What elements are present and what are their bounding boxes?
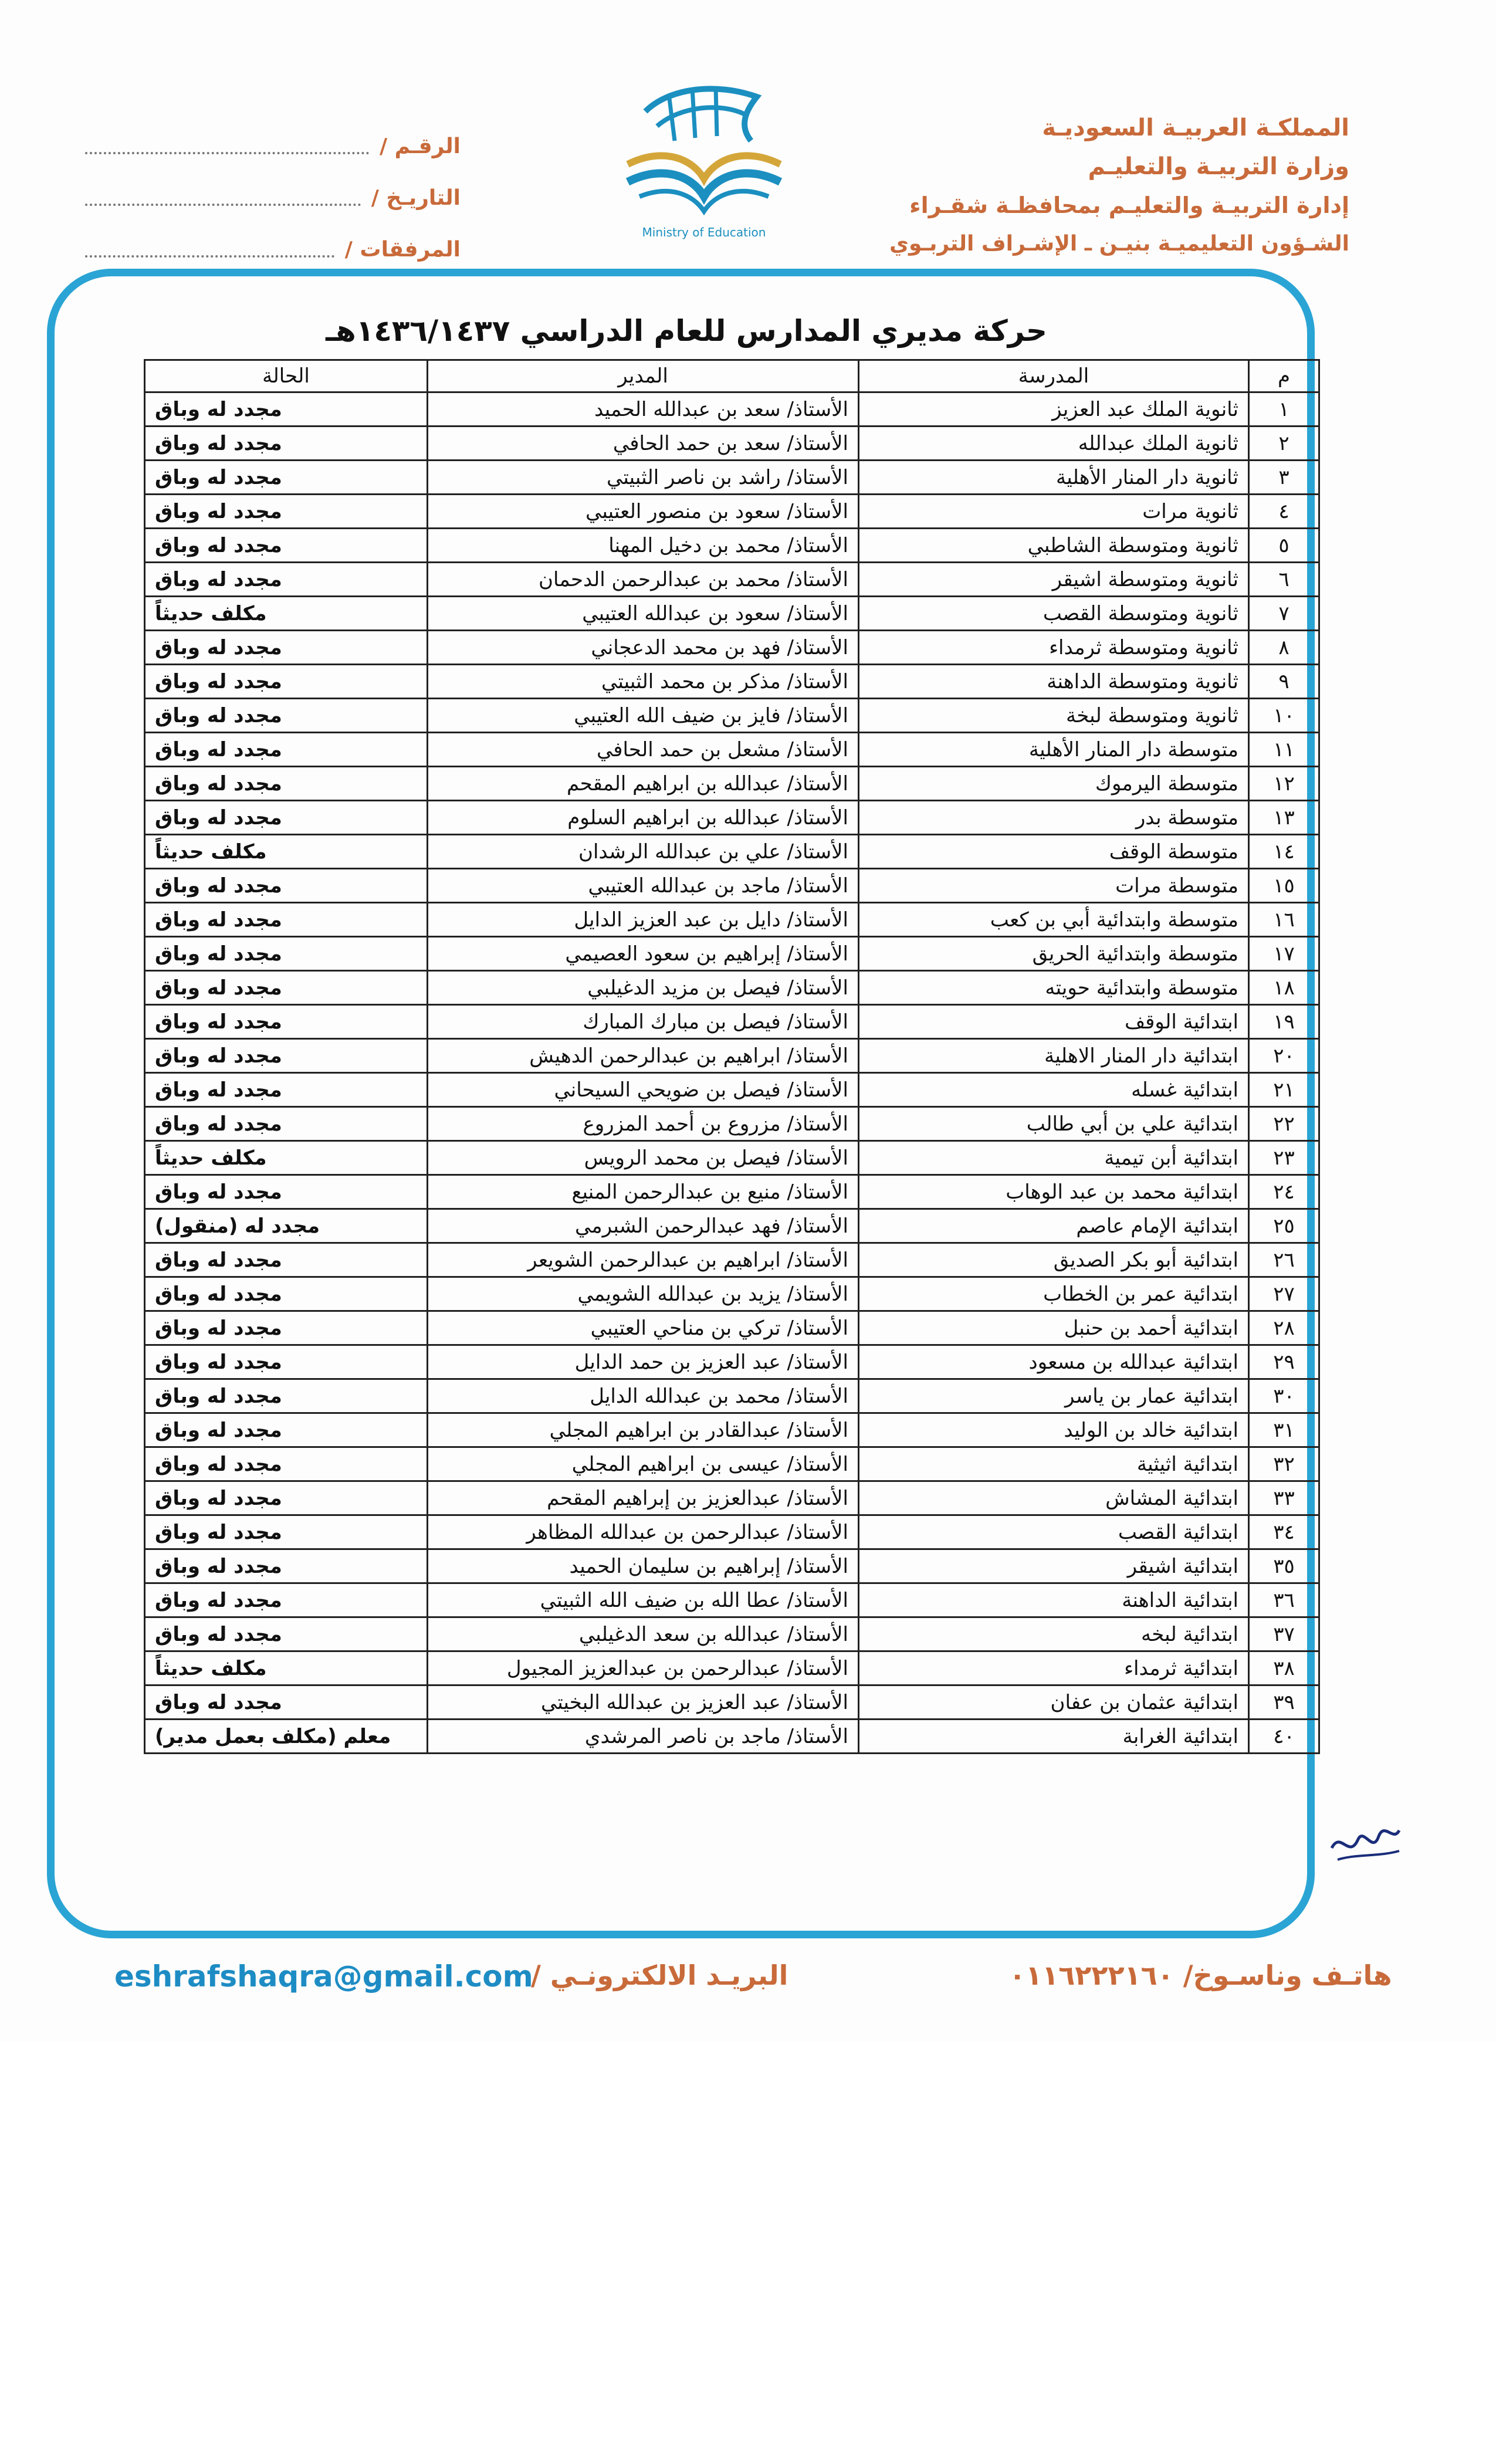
status-cell: مجدد له وباق (145, 1447, 428, 1481)
row-number: ٢٧ (1249, 1277, 1319, 1311)
table-row (145, 1005, 1319, 1039)
email-label: البريـد الالكترونـي / (531, 1959, 788, 1991)
principal-name: الأستاذ/ عطا الله بن ضيف الله الثبيتي (428, 1583, 859, 1617)
footer (0, 1936, 1496, 2006)
row-number: ٢٦ (1249, 1243, 1319, 1277)
date-field (85, 172, 461, 224)
row-number: ٣٦ (1249, 1583, 1319, 1617)
school-name: ثانوية ومتوسطة القصب (859, 597, 1249, 631)
principal-name: الأستاذ/ سعد بن حمد الحافي (428, 427, 859, 461)
status-cell: مجدد له وباق (145, 767, 428, 801)
row-number: ٣٠ (1249, 1379, 1319, 1413)
status-cell: مجدد له وباق (145, 1617, 428, 1651)
principal-name: الأستاذ/ علي بن عبدالله الرشدان (428, 835, 859, 869)
principal-name: الأستاذ/ إبراهيم بن سعود العصيمي (428, 937, 859, 971)
row-number: ٢٩ (1249, 1345, 1319, 1379)
school-name: متوسطة الوقف (859, 835, 1249, 869)
principal-name: الأستاذ/ محمد بن دخيل المهنا (428, 529, 859, 563)
school-name: ابتدائية لبخه (859, 1617, 1249, 1651)
status-cell: مجدد له وباق (145, 1073, 428, 1107)
principal-name: الأستاذ/ ابراهيم بن عبدالرحمن الدهيش (428, 1039, 859, 1073)
reference-number-field (85, 120, 461, 172)
principal-name: الأستاذ/ تركي بن مناحي العتيبي (428, 1311, 859, 1345)
row-number: ٣٥ (1249, 1549, 1319, 1583)
row-number: ٣ (1249, 461, 1319, 495)
principal-name: الأستاذ/ فيصل بن محمد الرويس (428, 1141, 859, 1175)
school-name: ابتدائية القصب (859, 1515, 1249, 1549)
table-row (145, 1379, 1319, 1413)
table-row (145, 699, 1319, 733)
status-cell: مجدد له وباق (145, 1107, 428, 1141)
row-number: ٣٩ (1249, 1685, 1319, 1720)
dotted-line (85, 204, 361, 206)
ministry-logo (598, 70, 810, 258)
school-name: ابتدائية أبو بكر الصديق (859, 1243, 1249, 1277)
school-name: ابتدائية أبن تيمية (859, 1141, 1249, 1175)
attachments-field (85, 224, 461, 275)
school-name: ثانوية ومتوسطة ثرمداء (859, 631, 1249, 665)
row-number: ٤ (1249, 495, 1319, 529)
school-name: متوسطة دار المنار الأهلية (859, 733, 1249, 767)
status-cell: مجدد له وباق (145, 495, 428, 529)
row-number: ٢٤ (1249, 1175, 1319, 1209)
principal-name: الأستاذ/ عبدالعزيز بن إبراهيم المقحم (428, 1481, 859, 1515)
status-cell: مجدد له وباق (145, 563, 428, 597)
school-name: ثانوية ومتوسطة اشيقر (859, 563, 1249, 597)
org-line: وزارة التربيـة والتعليـم (1088, 153, 1349, 180)
principal-name: الأستاذ/ راشد بن ناصر الثبيتي (428, 461, 859, 495)
principal-name: الأستاذ/ عيسى بن ابراهيم المجلي (428, 1447, 859, 1481)
table-row (145, 461, 1319, 495)
column-header: م (1249, 360, 1319, 392)
row-number: ١٠ (1249, 699, 1319, 733)
row-number: ٣٢ (1249, 1447, 1319, 1481)
table-row (145, 733, 1319, 767)
school-name: ابتدائية غسله (859, 1073, 1249, 1107)
row-number: ١٨ (1249, 971, 1319, 1005)
principal-name: الأستاذ/ فيصل بن مزيد الدغيلبي (428, 971, 859, 1005)
status-cell: مجدد له وباق (145, 1515, 428, 1549)
table-row (145, 1617, 1319, 1651)
status-cell: مجدد له وباق (145, 461, 428, 495)
table-row (145, 563, 1319, 597)
table-row (145, 835, 1319, 869)
document-title: حركة مديري المدارس للعام الدراسي ١٤٣٦/١٤٣٧هـ (326, 314, 1047, 348)
status-cell: مكلف حديثاً (145, 1651, 428, 1685)
status-cell: مجدد له وباق (145, 529, 428, 563)
row-number: ٣٨ (1249, 1651, 1319, 1685)
school-name: ثانوية دار المنار الأهلية (859, 461, 1249, 495)
status-cell: مجدد له وباق (145, 733, 428, 767)
status-cell: مجدد له وباق (145, 971, 428, 1005)
status-cell: مجدد له وباق (145, 1277, 428, 1311)
status-cell: مجدد له وباق (145, 699, 428, 733)
organization-header (889, 109, 1349, 263)
status-cell: مجدد له وباق (145, 903, 428, 937)
table-body (145, 392, 1319, 1754)
table-row (145, 1583, 1319, 1617)
table-row (145, 1651, 1319, 1685)
field-label: التاريـخ / (371, 185, 461, 210)
row-number: ١٥ (1249, 869, 1319, 903)
table-row (145, 1209, 1319, 1243)
principal-name: الأستاذ/ عبدالرحمن بن عبدالله المظاهر (428, 1515, 859, 1549)
school-name: ابتدائية علي بن أبي طالب (859, 1107, 1249, 1141)
school-name: ابتدائية عبدالله بن مسعود (859, 1345, 1249, 1379)
table-row (145, 392, 1319, 427)
table-row (145, 801, 1319, 835)
principal-name: الأستاذ/ عبدالقادر بن ابراهيم المجلي (428, 1413, 859, 1447)
org-line: إدارة التربيـة والتعليـم بمحافظـة شقـراء (909, 192, 1349, 218)
status-cell: مكلف حديثاً (145, 1141, 428, 1175)
status-cell: مجدد له وباق (145, 392, 428, 427)
school-name: ابتدائية اثيثية (859, 1447, 1249, 1481)
table-row (145, 1141, 1319, 1175)
school-name: ابتدائية الوقف (859, 1005, 1249, 1039)
table-row (145, 1515, 1319, 1549)
row-number: ١١ (1249, 733, 1319, 767)
field-label: الرقـم / (379, 134, 461, 158)
principal-name: الأستاذ/ فيصل بن ضويحي السيحاني (428, 1073, 859, 1107)
school-name: ابتدائية عمر بن الخطاب (859, 1277, 1249, 1311)
table-row (145, 665, 1319, 699)
row-number: ٧ (1249, 597, 1319, 631)
school-name: ثانوية ومتوسطة الشاطبي (859, 529, 1249, 563)
school-name: ابتدائية الداهنة (859, 1583, 1249, 1617)
status-cell: مجدد له وباق (145, 427, 428, 461)
row-number: ١٧ (1249, 937, 1319, 971)
school-name: ابتدائية أحمد بن حنبل (859, 1311, 1249, 1345)
principal-name: الأستاذ/ عبدالرحمن بن عبدالعزيز المجيول (428, 1651, 859, 1685)
school-name: ثانوية الملك عبدالله (859, 427, 1249, 461)
school-name: ثانوية ومتوسطة الداهنة (859, 665, 1249, 699)
table-row (145, 1720, 1319, 1754)
status-cell: مجدد له وباق (145, 1685, 428, 1720)
principal-name: الأستاذ/ عبدالله بن سعد الدغيلبي (428, 1617, 859, 1651)
row-number: ٢٨ (1249, 1311, 1319, 1345)
table-row (145, 1243, 1319, 1277)
school-name: ابتدائية الغرابة (859, 1720, 1249, 1754)
row-number: ٢٢ (1249, 1107, 1319, 1141)
table-row (145, 597, 1319, 631)
row-number: ٢٥ (1249, 1209, 1319, 1243)
principal-name: الأستاذ/ مزروع بن أحمد المزروع (428, 1107, 859, 1141)
table-row (145, 427, 1319, 461)
table-row (145, 1277, 1319, 1311)
principal-name: الأستاذ/ منيع بن عبدالرحمن المنيع (428, 1175, 859, 1209)
row-number: ١ (1249, 392, 1319, 427)
principal-name: الأستاذ/ فهد عبدالرحمن الشبرمي (428, 1209, 859, 1243)
school-name: ابتدائية اشيقر (859, 1549, 1249, 1583)
table-row (145, 1107, 1319, 1141)
org-line: المملكـة العربيـة السعوديـة (1042, 114, 1349, 141)
email-address[interactable]: eshrafshaqra@gmail.com (114, 1959, 533, 1993)
reference-fields (85, 120, 461, 275)
principal-name: الأستاذ/ عبدالله بن ابراهيم المقحم (428, 767, 859, 801)
principal-name: الأستاذ/ مذكر بن محمد الثبيتي (428, 665, 859, 699)
principal-name: الأستاذ/ دايل بن عبد العزيز الدايل (428, 903, 859, 937)
status-cell: مجدد له وباق (145, 1481, 428, 1515)
status-cell: معلم (مكلف بعمل مدير) (145, 1720, 428, 1754)
row-number: ٢٠ (1249, 1039, 1319, 1073)
principal-name: الأستاذ/ عبدالله بن ابراهيم السلوم (428, 801, 859, 835)
status-cell: مجدد له وباق (145, 1345, 428, 1379)
status-cell: مكلف حديثاً (145, 597, 428, 631)
row-number: ٣٣ (1249, 1481, 1319, 1515)
column-header: المدير (428, 360, 859, 392)
table-row (145, 631, 1319, 665)
table-row (145, 1345, 1319, 1379)
column-header: الحالة (145, 360, 428, 392)
table-row (145, 1413, 1319, 1447)
school-name: ابتدائية المشاش (859, 1481, 1249, 1515)
table-row (145, 1481, 1319, 1515)
principal-name: الأستاذ/ محمد بن عبدالرحمن الدحمان (428, 563, 859, 597)
principal-name: الأستاذ/ سعد بن عبدالله الحميد (428, 392, 859, 427)
school-name: ابتدائية دار المنار الاهلية (859, 1039, 1249, 1073)
status-cell: مجدد له وباق (145, 1175, 428, 1209)
status-cell: مجدد له وباق (145, 631, 428, 665)
school-name: ثانوية الملك عبد العزيز (859, 392, 1249, 427)
table-row (145, 495, 1319, 529)
status-cell: مجدد له وباق (145, 665, 428, 699)
signature (1326, 1807, 1408, 1874)
principal-name: الأستاذ/ سعود بن منصور العتيبي (428, 495, 859, 529)
status-cell: مجدد له وباق (145, 1379, 428, 1413)
row-number: ٤٠ (1249, 1720, 1319, 1754)
status-cell: مجدد له وباق (145, 1413, 428, 1447)
principal-name: الأستاذ/ محمد بن عبدالله الدايل (428, 1379, 859, 1413)
status-cell: مجدد له وباق (145, 1039, 428, 1073)
principal-name: الأستاذ/ فايز بن ضيف الله العتيبي (428, 699, 859, 733)
table-row (145, 1175, 1319, 1209)
row-number: ١٦ (1249, 903, 1319, 937)
school-name: ابتدائية عمار بن ياسر (859, 1379, 1249, 1413)
table-row (145, 1039, 1319, 1073)
school-name: متوسطة بدر (859, 801, 1249, 835)
principal-name: الأستاذ/ مشعل بن حمد الحافي (428, 733, 859, 767)
status-cell: مجدد له وباق (145, 937, 428, 971)
phone-fax: هاتـف وناسـوخ/ ٠١١٦٢٢٢١٦٠ (1009, 1959, 1392, 1991)
school-name: ابتدائية خالد بن الوليد (859, 1413, 1249, 1447)
dotted-line (85, 255, 334, 258)
school-name: ابتدائية ثرمداء (859, 1651, 1249, 1685)
table-row (145, 1073, 1319, 1107)
table-row (145, 1685, 1319, 1720)
row-number: ١٤ (1249, 835, 1319, 869)
row-number: ٣١ (1249, 1413, 1319, 1447)
status-cell: مجدد له وباق (145, 1005, 428, 1039)
row-number: ١٢ (1249, 767, 1319, 801)
table-row (145, 1311, 1319, 1345)
table-row (145, 767, 1319, 801)
principal-name: الأستاذ/ فهد بن محمد الدعجاني (428, 631, 859, 665)
status-cell: مكلف حديثاً (145, 835, 428, 869)
row-number: ٣٧ (1249, 1617, 1319, 1651)
principal-name: الأستاذ/ عبد العزيز بن حمد الدايل (428, 1345, 859, 1379)
row-number: ٨ (1249, 631, 1319, 665)
field-label: المرفقات / (344, 237, 461, 262)
signature-icon (1326, 1807, 1408, 1871)
row-number: ٦ (1249, 563, 1319, 597)
school-name: متوسطة وابتدائية أبي بن كعب (859, 903, 1249, 937)
table-row (145, 1447, 1319, 1481)
principal-name: الأستاذ/ عبد العزيز بن عبدالله البخيتي (428, 1685, 859, 1720)
principal-name: الأستاذ/ إبراهيم بن سليمان الحميد (428, 1549, 859, 1583)
row-number: ٣٤ (1249, 1515, 1319, 1549)
status-cell: مجدد له وباق (145, 1243, 428, 1277)
status-cell: مجدد له (منقول) (145, 1209, 428, 1243)
book-logo-icon (604, 70, 804, 223)
status-cell: مجدد له وباق (145, 1549, 428, 1583)
principal-name: الأستاذ/ سعود بن عبدالله العتيبي (428, 597, 859, 631)
table-header-row (145, 360, 1319, 392)
school-name: ثانوية ومتوسطة لبخة (859, 699, 1249, 733)
table-row (145, 869, 1319, 903)
table-row (145, 1549, 1319, 1583)
table-row (145, 903, 1319, 937)
row-number: ٩ (1249, 665, 1319, 699)
column-header: المدرسة (859, 360, 1249, 392)
school-name: ثانوية مرات (859, 495, 1249, 529)
row-number: ٢١ (1249, 1073, 1319, 1107)
row-number: ١٣ (1249, 801, 1319, 835)
principal-name: الأستاذ/ يزيد بن عبدالله الشويمي (428, 1277, 859, 1311)
status-cell: مجدد له وباق (145, 1311, 428, 1345)
school-name: ابتدائية محمد بن عبد الوهاب (859, 1175, 1249, 1209)
dotted-line (85, 152, 369, 154)
school-name: ابتدائية عثمان بن عفان (859, 1685, 1249, 1720)
status-cell: مجدد له وباق (145, 801, 428, 835)
row-number: ٢ (1249, 427, 1319, 461)
school-name: متوسطة مرات (859, 869, 1249, 903)
school-name: ابتدائية الإمام عاصم (859, 1209, 1249, 1243)
principal-name: الأستاذ/ ماجد بن عبدالله العتيبي (428, 869, 859, 903)
row-number: ٢٣ (1249, 1141, 1319, 1175)
logo-caption: Ministry of Education (642, 225, 766, 239)
principals-table (144, 359, 1320, 1754)
row-number: ٥ (1249, 529, 1319, 563)
principal-name: الأستاذ/ ماجد بن ناصر المرشدي (428, 1720, 859, 1754)
table-row (145, 937, 1319, 971)
principal-name: الأستاذ/ فيصل بن مبارك المبارك (428, 1005, 859, 1039)
principal-name: الأستاذ/ ابراهيم بن عبدالرحمن الشويعر (428, 1243, 859, 1277)
school-name: متوسطة اليرموك (859, 767, 1249, 801)
status-cell: مجدد له وباق (145, 869, 428, 903)
school-name: متوسطة وابتدائية حويته (859, 971, 1249, 1005)
school-name: متوسطة وابتدائية الحريق (859, 937, 1249, 971)
table-row (145, 971, 1319, 1005)
row-number: ١٩ (1249, 1005, 1319, 1039)
table-row (145, 529, 1319, 563)
status-cell: مجدد له وباق (145, 1583, 428, 1617)
org-line: الشـؤون التعليميـة بنيـن ـ الإشـراف التربـوي (889, 232, 1349, 256)
